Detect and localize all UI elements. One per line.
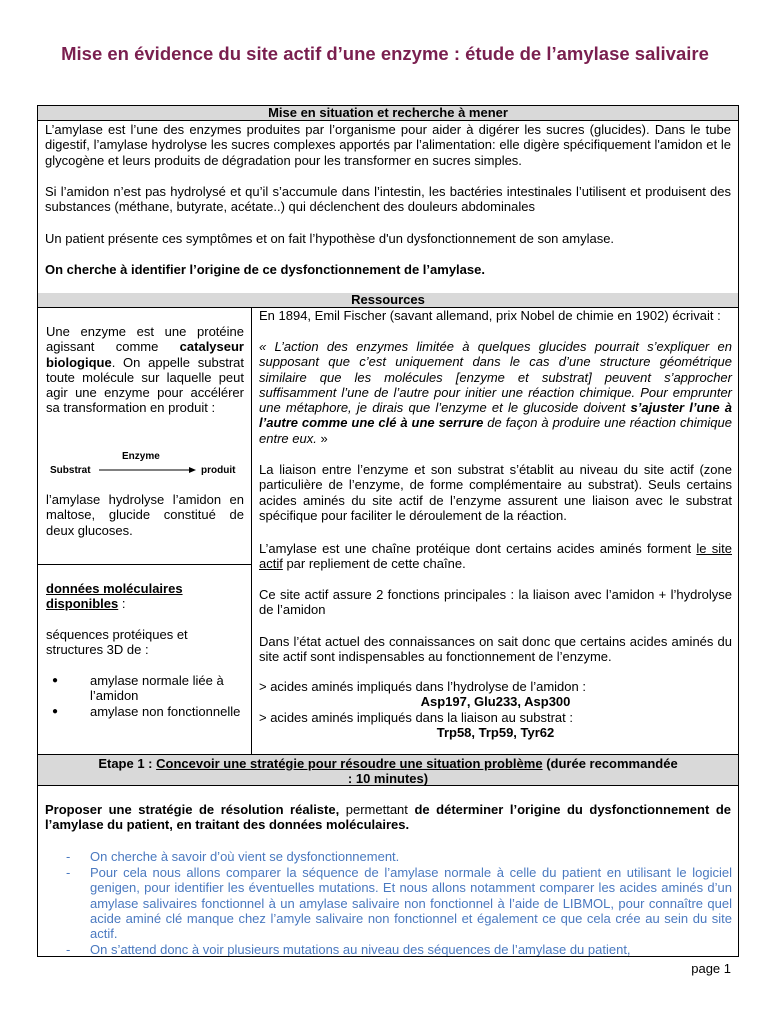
situation-paragraph-1: L’amylase est l’une des enzymes produites par l’organisme pour aider à digérer les sucres (glucides). Dans le tube digestif, l’amylase hydrolyse les sucres complexes apportés par l’alimentation: elle digère spécifiquement l'amidon et le glycogène et leurs produits de dégradation pour les transformer en sucres simples. [45,122,731,168]
molecular-data-description: séquences protéiques et structures 3D de : [46,627,188,658]
diagram-produit-label: produit [201,465,236,476]
binding-aa-label: > acides aminés impliqués dans la liaison au substrat : [259,710,573,725]
section-header-step1: Etape 1 : Concevoir une stratégie pour résoudre une situation problème (durée recommandée : 10 minutes) [38,755,738,786]
dash-icon: - [66,865,71,880]
diagram-arrow-icon [97,465,197,475]
answer-line-3: On s’attend donc à voir plusieurs mutations au niveau des séquences de l’amylase du patient, [90,942,631,957]
bullet-icon: ● [52,706,59,717]
enzyme-reaction-diagram [50,449,245,481]
hydrolysis-aa-label: > acides aminés impliqués dans l’hydrolyse de l’amidon : [259,679,586,694]
list-item-normal-amylase: amylase normale liée à l’amidon [90,673,224,704]
diagram-enzyme-label: Enzyme [122,451,160,462]
research-question: On cherche à identifier l’origine de ce dysfonctionnement de l’amylase. [45,262,485,277]
fischer-quote: « L’action des enzymes limitée à quelques glucides pourrait s’expliquer en supposant que c’est uniquement dans le cas d’une structure géométrique similaire que les molécules [enzyme et substrat] peuvent s’approcher suffisamment l’une de l’autre pour initier une réaction chimique. Pour emprunter une métaphore, je dirais que l’enzyme et le glucoside doivent s’ajuster l’une à l’autre comme une clé à une serrure de façon à produire une réaction chimique entre eux. » [259,339,733,446]
fischer-intro: En 1894, Emil Fischer (savant allemand, prix Nobel de chimie en 1902) écrivait : [259,308,721,323]
step1-instruction: Proposer une stratégie de résolution réaliste, permettant de déterminer l’origine du dysfonctionnement de l’amylase du patient, en traitant des données moléculaires. [45,802,731,833]
answer-line-1: On cherche à savoir d’où vient se dysfonctionnement. [90,849,400,864]
dash-icon: - [66,942,71,957]
diagram-substrat-label: Substrat [50,465,91,476]
enzyme-definition: Une enzyme est une protéine agissant comme catalyseur biologique. On appelle substrat toute molécule sur laquelle peut agir une enzyme pour accélérer sa transformation en produit : [46,324,244,416]
section-header-resources: Ressources [38,293,738,308]
page-number: page 1 [691,961,731,976]
active-site-functions: Ce site actif assure 2 fonctions principales : la liaison avec l’amidon + l’hydrolyse de l’amidon [259,587,732,618]
worksheet-table [37,105,739,957]
dash-icon: - [66,849,71,864]
situation-paragraph-3: Un patient présente ces symptômes et on fait l’hypothèse d'un dysfonctionnement de son amylase. [45,231,615,246]
knowledge-paragraph: Dans l’état actuel des connaissances on sait donc que certains acides aminés du site actif sont indispensables au fonctionnement de l’enzyme. [259,634,732,665]
situation-paragraph-2: Si l’amidon n’est pas hydrolysé et qu’il s’accumule dans l’intestin, les bactéries intestinales l’utilisent et produisent des substances (méthane, butyrate, acétate..) qui déclenchent des douleurs abdominales [45,184,731,215]
answer-line-2: Pour cela nous allons comparer la séquence de l’amylase normale à celle du patient en utilisant le logiciel genigen, pour identifier les éventuelles mutations. Et nous allons notamment comparer les acides aminés d’un amylase salivaires fonctionnel à un amylase salivaire non fonctionnel à l’aide de LIBMOL, pour connaître quel acide aminé clé manque chez l’amyle salivaire non fonctionnel et également ce que cela crée au sein du site actif. [90,865,732,942]
left-cell-divider [38,564,252,565]
section-header-situation: Mise en situation et recherche à mener [38,106,738,121]
bullet-icon: ● [52,675,59,686]
list-item-nonfunctional-amylase: amylase non fonctionnelle [90,704,241,719]
amylase-chain-paragraph: L’amylase est une chaîne protéique dont certains acides aminés forment le site actif par repliement de cette chaîne. [259,541,732,572]
molecular-data-title: données moléculaires disponibles : [46,581,183,612]
amylase-hydrolysis-text: l’amylase hydrolyse l’amidon en maltose, glucide constitué de deux glucoses. [46,492,244,538]
hydrolysis-aa-values: Asp197, Glu233, Asp300 [420,694,571,709]
active-site-paragraph: La liaison entre l’enzyme et son substrat s’établit au niveau du site actif (zone particulière de l’enzyme, de forme complémentaire au substrat). Seuls certains acides aminés du site actif de l’enzyme assurent une liaison avec le substrat spécifique pour faciliter le déroulement de la réaction. [259,462,732,523]
page-title: Mise en évidence du site actif d’une enzyme : étude de l’amylase salivaire [61,43,709,64]
column-divider [251,308,252,754]
binding-aa-values: Trp58, Trp59, Tyr62 [436,725,555,740]
